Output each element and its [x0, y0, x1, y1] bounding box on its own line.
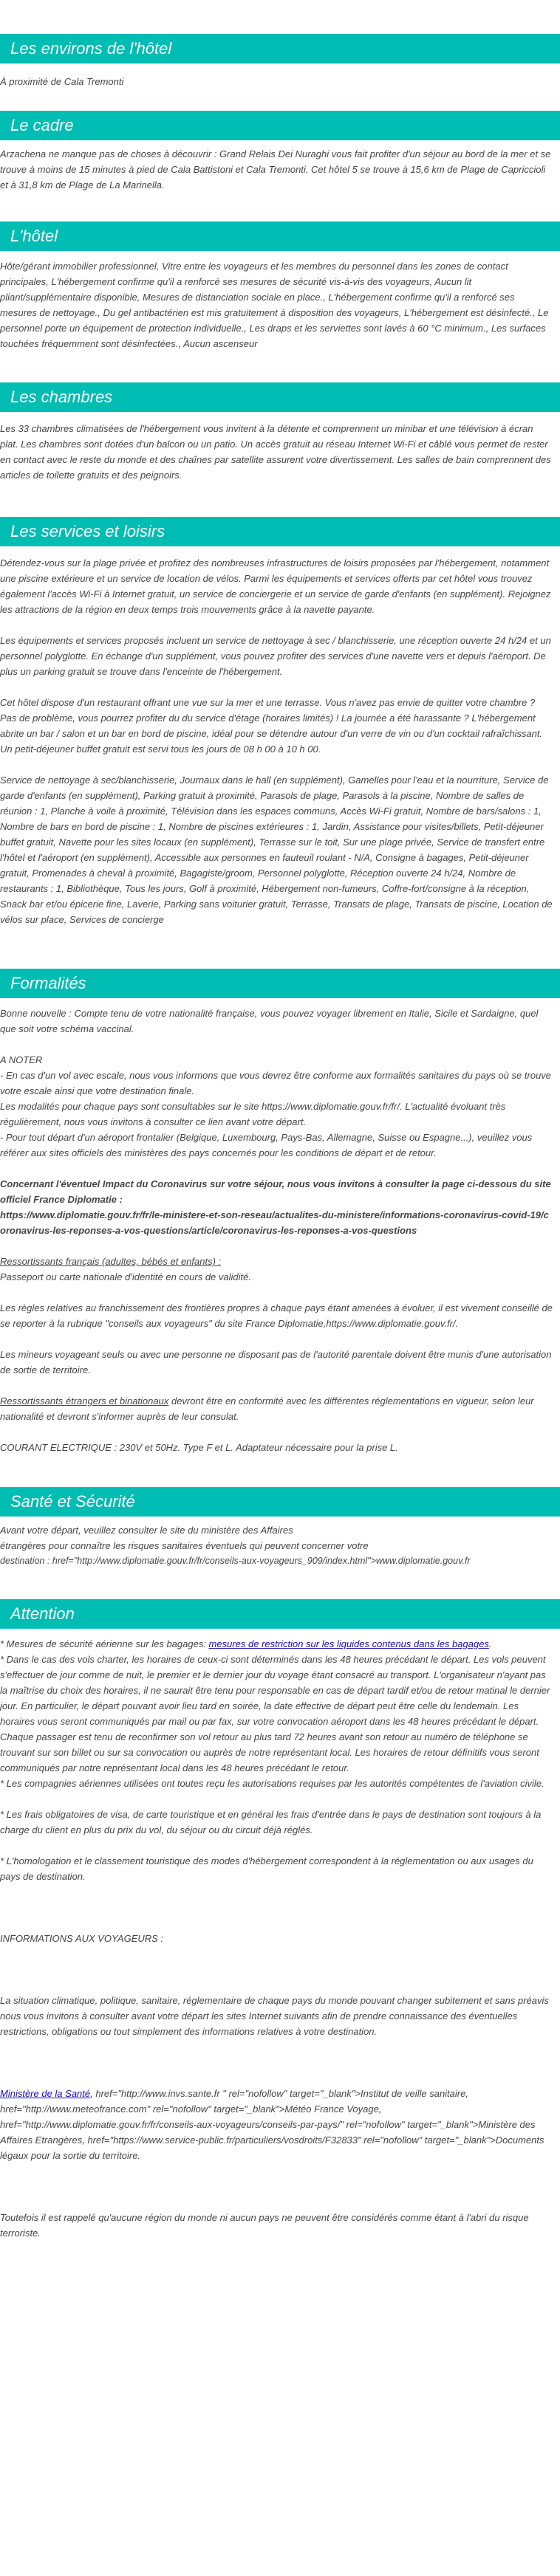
a-noter-label: A NOTER — [0, 1054, 43, 1065]
situation-text-2: nous vous invitons à consulter avant votre départ les sites Internet suivants afin de prendre connaissance des éventuelles restrictions, obligations ou tout simplement des informations relatives à votre destination. — [0, 2010, 518, 2037]
situation-text-1: La situation climatique, politique, sanitaire, réglementaire de chaque pays du monde pouvant changer subitement et sans préavis — [0, 1995, 549, 2006]
homologation-text: * L'homologation et le classement touristique des modes d'hébergement correspondent à la réglementation ou aux usages du pays de destination. — [0, 1855, 533, 1882]
sante-line-3[interactable]: destination : href="http://www.diplomatie.gouv.fr/fr/conseils-aux-voyageurs_909/index.html">www.diplomatie.gouv.fr — [0, 1556, 471, 1566]
ministere-sante-link[interactable]: Ministère de la Santé — [0, 2088, 91, 2099]
section-header-environs: Les environs de l'hôtel — [0, 34, 560, 63]
formalites-escale: - En cas d'un vol avec escale, nous vous informons que vous devrez être conforme aux formalités sanitaires du pays où se trouve votre escale ainsi que votre destination finale. — [0, 1070, 552, 1096]
formalites-modalites: Les modalités pour chaque pays sont consultables sur le site https://www.diplomatie.gouv.fr/fr/. L'actualité évoluant très régulièrement, nous vous invitons à consulter ce lien avant votre départ. — [0, 1101, 506, 1127]
formalites-text — [0, 1006, 553, 1455]
covid-url[interactable]: https://www.diplomatie.gouv.fr/fr/le-ministere-et-son-reseau/actualites-du-ministere/informations-coronavirus-covid-19/coronavirus-les-reponses-a-vos-questions/article/coronavirus-les-reponses-a-vos-questions — [0, 1209, 549, 1236]
services-p3: Cet hôtel dispose d'un restaurant offrant une vue sur la mer et une terrasse. Vous n'avez pas envie de quitter votre chambre ? Pas de problème, vous pourrez profiter du du service d'étage (horaires limités) ! La journée a été harassante ? L'hébergement abrite un bar / salon et un bar en bord de piscine, idéal pour se détendre autour d'un verre de vin ou d'un cocktail rafraîchissant. Un petit-déjeuner buffet gratuit est servi tous les jours de 08 h 00 à 10 h 00. — [0, 697, 543, 755]
passeport-text: Passeport ou carte nationale d'identité en cours de validité. — [0, 1271, 251, 1282]
services-p2: Les équipements et services proposés incluent un service de nettoyage à sec / blanchisserie, une réception ouverte 24 h/24 et un personnel polyglotte. En échange d'un supplément, vous pouvez profiter des services d'une navette vers et depuis l'aéroport. De plus un parking gratuit se trouve dans l'enceinte de l'hébergement. — [0, 635, 551, 677]
formalites-intro: Bonne nouvelle : Compte tenu de votre nationalité française, vous pouvez voyager librement en Italie, Sicile et Sardaigne, quel que soit votre schéma vaccinal. — [0, 1008, 539, 1034]
toutefois-text: Toutefois il est rappelé qu'aucune région du monde ni aucun pays ne peuvent être considérés comme étant à l'abri du risque terroriste. — [0, 2212, 529, 2239]
sante-line-1: Avant votre départ, veuillez consulter le site du ministère des Affaires — [0, 1525, 293, 1536]
services-p4: Service de nettoyage à sec/blanchisserie, Journaux dans le hall (en supplément), Gamelles pour l'eau et la nourriture, Service de garde d'enfants (en supplément), Parking gratuit à proximité, Parasols de plage, Parasols à la piscine, Nombre de salles de réunion : 1, Planche à voile à proximité, Télévision dans les espaces communs, Accès Wi-Fi gratuit, Nombre de bars/salons : 1, Nombre de bars en bord de piscine : 1, Nombre de piscines extérieures : 1, Jardin, Assistance pour visites/billets, Petit-déjeuner buffet gratuit, Navette pour les sites locaux (en supplément), Terrasse sur le toit, Sur une plage privée, Service de transfert entre l'hôtel et l'aéroport (en supplément), Accessible aux personnes en fauteuil roulant - N/A, Consigne à bagages, Petit-déjeuner gratuit, Promenades à cheval à proximité, Bagagiste/groom, Personnel polyglotte, Réception ouverte 24 h/24, Nombre de restaurants : 1, Bibliothèque, Tous les jours, Golf à proximité, Hébergement non-fumeurs, Coffre-fort/consigne à la réception, Snack bar et/ou épicerie fine, Laverie, Parking sans voiturier gratuit, Terrasse, Transats de plage, Transats de piscine, Location de vélos sur place, Services de concierge — [0, 774, 553, 925]
ministere-links-text: , href="http://www.invs.sante.fr " rel="nofollow" target="_blank">Institut de veille sanitaire, href="http://www.meteofrance.com" rel="nofollow" target="_blank">Météo France Voyage, href="http://www.diplomatie.gouv.fr/fr/conseils-aux-voyageurs/conseils-par-pays/" rel="nofollow" target="_blank">Ministère des Affaires Etrangères, href="https://www.service-public.fr/particuliers/vosdroits/F32833" rel="nofollow" target="_blank">Documents légaux pour la sortie du territoire. — [0, 2088, 544, 2161]
chambres-text: Les 33 chambres climatisées de l'hébergement vous invitent à la détente et comprennent un minibar et une télévision à écran plat. Les chambres sont dotées d'un balcon ou un patio. Un accès gratuit au réseau Internet Wi-Fi et câblé vous permet de rester en contact avec le reste du monde et des chaînes par satellite assurent votre divertissement. Les salles de bain comprennent des articles de toilette gratuits et des peignoirs. — [0, 423, 551, 481]
informations-title: INFORMATIONS AUX VOYAGEURS : — [0, 1933, 164, 1944]
regles-text: Les règles relatives au franchissement des frontières propres à chaque pays étant amenées à évoluer, il est vivement conseillé de se reporter à la rubrique "conseils aux voyageurs" du site France Diplomatie,https://www.diplomatie.gouv.fr/. — [0, 1302, 553, 1329]
section-header-hotel: L'hôtel — [0, 221, 560, 251]
section-header-attention: Attention — [0, 1599, 560, 1629]
environs-text: À proximité de Cala Tremonti — [0, 76, 124, 87]
ressortissants-etrangers-text: devront être en conformité avec les différentes réglementations en vigueur, selon leur nationalité et devront s'informer auprès de leur consulat. — [0, 1395, 534, 1422]
ressortissants-francais: Ressortissants français (adultes, bébés et enfants) : — [0, 1256, 222, 1267]
section-header-cadre: Le cadre — [0, 111, 560, 140]
section-header-sante: Santé et Sécurité — [0, 1487, 560, 1517]
section-header-services: Les services et loisirs — [0, 517, 560, 546]
ministere-links — [0, 2086, 553, 2163]
courant-electrique: COURANT ELECTRIQUE : 230V et 50Hz. Type F et L. Adaptateur nécessaire pour la prise L. — [0, 1442, 398, 1453]
ressortissants-etrangers-label: Ressortissants étrangers et binationaux — [0, 1395, 169, 1407]
ressortissants-etrangers — [0, 1393, 553, 1424]
hotel-text: Hôte/gérant immobilier professionnel, Vitre entre les voyageurs et les membres du personnel dans les zones de contact principales, L'hébergement confirme qu'il a renforcé ses mesures de sécurité vis-à-vis des voyageurs, Aucun lit pliant/supplémentaire disponible, Mesures de distanciation sociale en place., L'hébergement confirme qu'il a renforcé ses mesures de nettoyage., Du gel antibactérien est mis gratuitement à disposition des voyageurs, L'hébergement est désinfecté., Le personnel porte un équipement de protection individuelle., Les draps et les serviettes sont lavés à 60 °C minimum., Les surfaces touchées fréquemment sont désinfectées., Aucun ascenseur — [0, 261, 549, 349]
services-p1: Détendez-vous sur la plage privée et profitez des nombreuses infrastructures de loisirs proposées par l'hébergement, notamment une piscine extérieure et un service de location de vélos. Parmi les équipements et services offerts par cet hôtel vous trouvez également l'accès Wi-Fi à Internet gratuit, un service de conciergerie et un service de garde d'enfants (en supplément). Rejoignez les attractions de la région en deux temps trois mouvements grâce à la navette payante. — [0, 557, 551, 615]
bagages-link[interactable]: mesures de restriction sur les liquides contenus dans les bagages — [208, 1638, 489, 1649]
bagages-prefix: * Mesures de sécurité aérienne sur les bagages: — [0, 1638, 209, 1649]
attention-text — [0, 1636, 553, 2241]
frais-text: * Les frais obligatoires de visa, de carte touristique et en général les frais d'entrée dans le pays de destination sont toujours à la charge du client en plus du prix du vol, du séjour ou du circuit déjà réglés. — [0, 1809, 542, 1835]
sante-text — [0, 1522, 553, 1569]
sante-line-2: étrangères pour connaître les risques sanitaires éventuels qui peuvent concerner votre — [0, 1540, 369, 1551]
vols-charter-text: * Dans le cas des vols charter, les horaires de ceux-ci sont déterminés dans les 48 heures précédant le départ. Les vols peuvent s'effectuer de jour comme de nuit, le premier et le dernier jour du voyage étant consacré au transport. L'organisateur n'ayant pas la maîtrise du choix des horaires, il ne saurait être tenu pour responsable en cas de départ tardif et/ou de retour matinal le dernier jour. En particulier, le départ pouvant avoir lieu tard en soirée, la date effective de départ peut être celle du lendemain. Les horaires vous seront communiqués par mail ou par fax, sur votre convocation aéroport dans les 48 heures précédant le départ. Chaque passager est tenu de reconfirmer son vol retour au plus tard 72 heures avant son retour au numéro de téléphone se trouvant sur son billet ou sur sa convocation ou auprès de notre représentant local. Les horaires de retour définitifs vous seront communiqués par notre représentant local dans les 48 heures précédant le retour. — [0, 1654, 550, 1773]
section-header-formalites: Formalités — [0, 969, 560, 998]
services-text — [0, 555, 553, 927]
bagages-suffix: . — [488, 1638, 492, 1649]
cadre-text: Arzachena ne manque pas de choses à découvrir : Grand Relais Dei Nuraghi vous fait profiter d'un séjour au bord de la mer et se trouve à moins de 15 minutes à pied de Cala Battistoni et Cala Tremonti. Cet hôtel 5 se trouve à 15,6 km de Plage de Capriccioli et à 31,8 km de Plage de La Marinella. — [0, 148, 551, 190]
formalites-frontalier: - Pour tout départ d'un aéroport frontalier (Belgique, Luxembourg, Pays-Bas, Allemagne, Suisse ou Espagne...), veuillez vous référer aux sites officiels des ministères des pays concernés pour les conditions de départ et de retour. — [0, 1132, 533, 1158]
section-header-chambres: Les chambres — [0, 382, 560, 412]
mineurs-text: Les mineurs voyageant seuls ou avec une personne ne disposant pas de l'autorité parentale doivent être munis d'une autorisation de sortie de territoire. — [0, 1349, 552, 1375]
bagages-notice — [0, 1636, 553, 1652]
compagnies-text: * Les compagnies aériennes utilisées ont toutes reçu les autorisations requises par les autorités compétentes de l'aviation civile. — [0, 1778, 544, 1789]
covid-notice: Concernant l'éventuel Impact du Coronavirus sur votre séjour, nous vous invitons à consulter la page ci-dessous du site officiel France Diplomatie : — [0, 1178, 551, 1205]
